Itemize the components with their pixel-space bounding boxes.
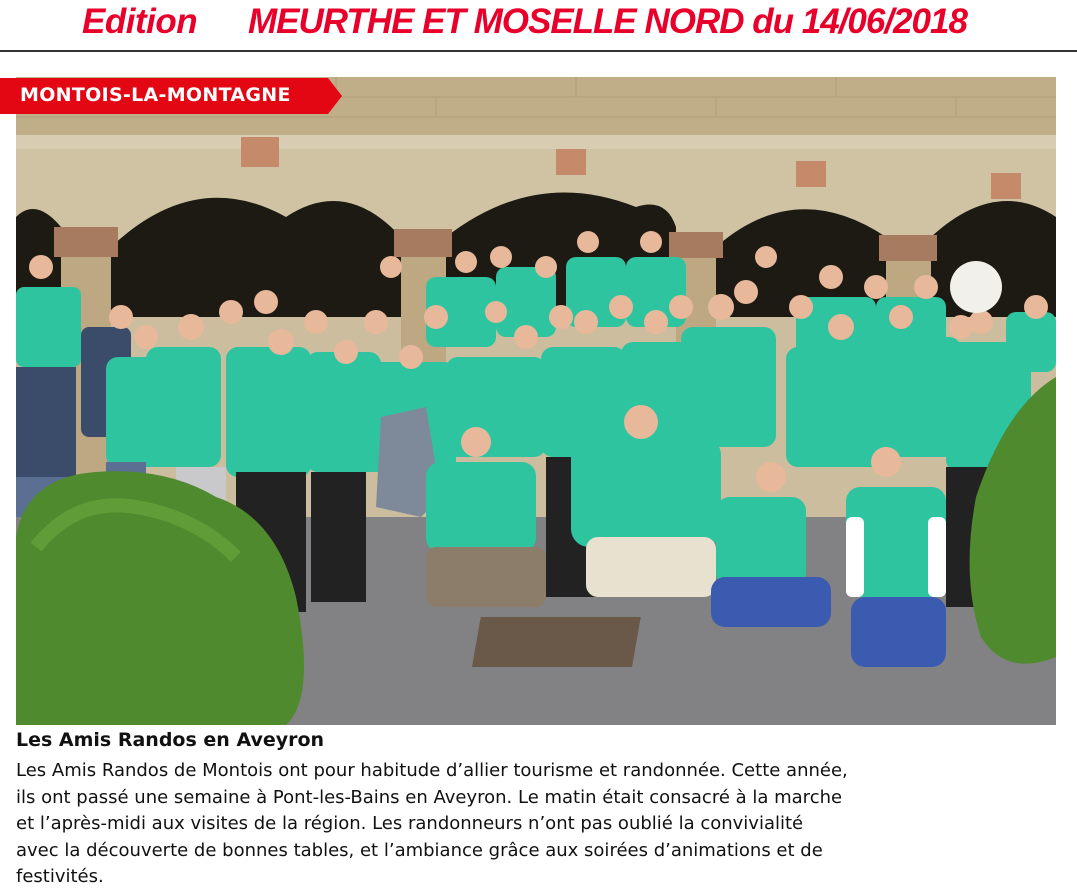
edition-label: Edition [82,2,198,41]
group-photo [16,77,1056,725]
body-line: avec la découverte de bonnes tables, et l’ambiance grâce aux soirées d’animations et de [16,839,823,861]
article-title: Les Amis Randos en Aveyron [16,729,325,751]
article-body [16,758,1066,891]
body-line: Les Amis Randos de Montois ont pour habitude d’allier tourisme et randonnée. Cette année, [16,760,848,781]
location-label: MONTOIS-LA-MONTAGNE [20,84,291,106]
body-line: festivités. [16,866,104,887]
body-line: ils ont passé une semaine à Pont-les-Bains en Aveyron. Le matin était consacré à la marche [16,786,843,808]
body-line: et l’après-midi aux visites de la région. Les randonneurs n’ont pas oublié la convivialité [16,813,804,834]
edition-name: MEURTHE ET MOSELLE NORD du 14/06/2018 [248,2,967,41]
location-banner [0,78,342,114]
group-photo-illustration [16,77,1056,725]
edition-header [0,0,1077,52]
